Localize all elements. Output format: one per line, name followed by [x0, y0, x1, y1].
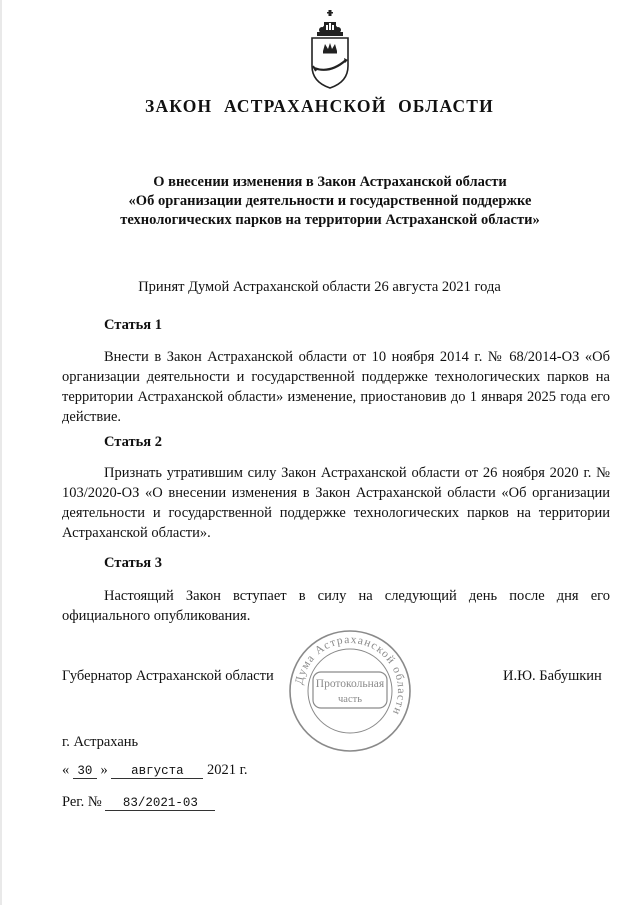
- article-3-heading: Статья 3: [104, 555, 162, 571]
- article-3-text: Настоящий Закон вступает в силу на следующий день после дня его официального опубликования.: [62, 588, 610, 624]
- date-day: 30: [73, 764, 97, 779]
- official-stamp: [287, 628, 413, 754]
- article-1-heading: Статья 1: [104, 317, 162, 333]
- quote-open: «: [62, 762, 70, 778]
- article-2-text: Признать утратившим силу Закон Астраханской области от 26 ноября 2020 г. № 103/2020-ОЗ «О внесении изменения в Закон Астраханской области «Об организации деятельности и государственной поддержке технологических парков на территории Астраханской области».: [62, 465, 610, 541]
- scan-edge: [0, 0, 2, 905]
- signing-date: [62, 762, 248, 779]
- law-title: ЗАКОН АСТРАХАНСКОЙ ОБЛАСТИ: [145, 96, 494, 116]
- signing-city: г. Астрахань: [62, 734, 139, 750]
- subject-line: О внесении изменения в Закон Астраханской области: [153, 174, 507, 190]
- article-2-heading: Статья 2: [104, 434, 162, 450]
- date-month: августа: [111, 764, 203, 779]
- stamp-center-line-1: Протокольная: [315, 678, 385, 690]
- law-subject: [60, 173, 600, 230]
- stamp-center-line-2: часть: [338, 694, 362, 705]
- reg-number: 83/2021-03: [105, 796, 215, 811]
- reg-label: Рег. №: [62, 794, 102, 810]
- subject-line: «Об организации деятельности и государственной поддержке: [128, 193, 532, 209]
- registration: [62, 794, 215, 811]
- subject-line: технологических парков на территории Астраханской области»: [120, 212, 540, 228]
- date-year: 2021 г.: [207, 762, 248, 778]
- quote-close: »: [100, 762, 108, 778]
- coat-of-arms-icon: [300, 8, 360, 90]
- adoption-note: Принят Думой Астраханской области 26 августа 2021 года: [138, 279, 501, 295]
- signatory-name: И.Ю. Бабушкин: [503, 668, 602, 684]
- signatory-position: Губернатор Астраханской области: [62, 668, 274, 684]
- stamp-ring-text: Дума Астраханской области: [293, 633, 408, 718]
- article-1-text: Внести в Закон Астраханской области от 10 ноября 2014 г. № 68/2014-ОЗ «Об организации деятельности и государственной поддержке технологических парков на территории Астраханской области» изменение, приостановив до 1 января 2025 года его действие.: [62, 349, 610, 425]
